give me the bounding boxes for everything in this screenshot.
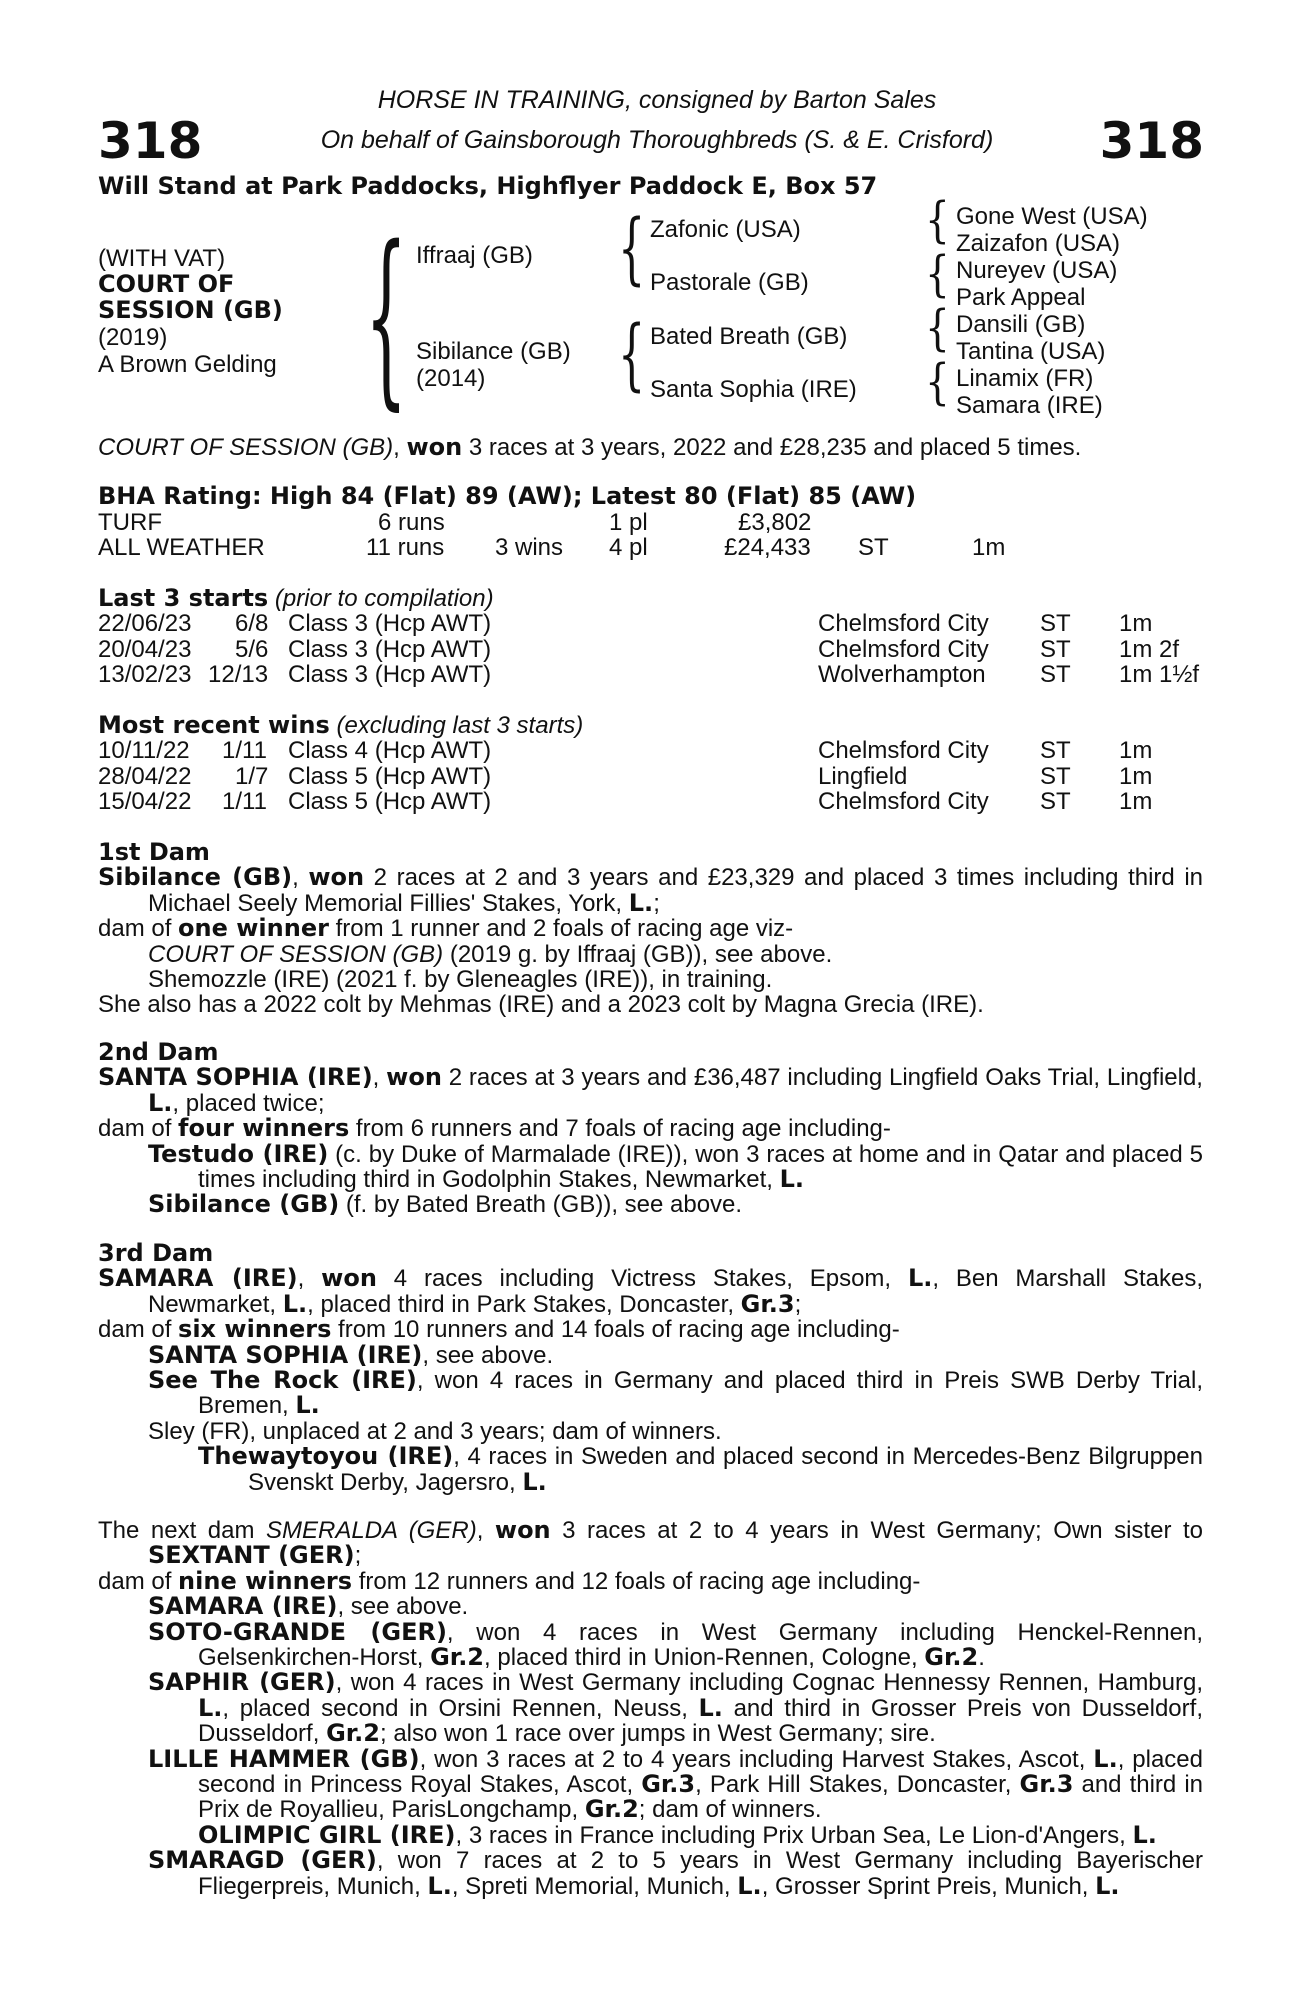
recent-wins-heading: Most recent wins bbox=[98, 711, 330, 739]
stand-location: Will Stand at Park Paddocks, Highflyer Paddock E, Box 57 bbox=[98, 172, 878, 200]
second-dam-record: SANTA SOPHIA (IRE), won 2 races at 3 years and £36,487 including Lingfield Oaks Trial, Lingfield, L., placed twice; bbox=[98, 1063, 1203, 1117]
pedigree-brace-dam: { bbox=[618, 310, 646, 400]
produce-item: Shemozzle (IRE) (2021 f. by Gleneagles (IRE)), in training. bbox=[148, 966, 773, 994]
next-dam-section bbox=[98, 1518, 1203, 1899]
pedigree-ggs-3: Nureyev (USA) bbox=[956, 257, 1118, 284]
produce-item: SANTA SOPHIA (IRE), see above. bbox=[148, 1340, 554, 1369]
pedigree-dam-year: (2014) bbox=[416, 365, 486, 392]
pedigree-granddam-2: Santa Sophia (IRE) bbox=[650, 376, 857, 403]
produce-item: Testudo (IRE) (c. by Duke of Marmalade (IRE)), won 3 races at home and in Qatar and placed 5 times including third in Godolphin Stakes, Newmarket, L. bbox=[148, 1139, 1204, 1194]
produce-item: LILLE HAMMER (GB), won 3 races at 2 to 4 years including Harvest Stakes, Ascot, L., placed second in Princess Royal Stakes, Ascot, Gr.3, Park Hill Stakes, Doncaster, Gr.3 and third in Prix de Royallieu, ParisLongchamp, Gr.2; dam of winners. bbox=[148, 1744, 1204, 1824]
first-dam-foals-note: She also has a 2022 colt by Mehmas (IRE) and a 2023 colt by Magna Grecia (IRE). bbox=[98, 991, 984, 1019]
first-dam-section bbox=[98, 840, 1203, 1018]
pedigree-brace-main: { bbox=[365, 206, 408, 427]
pedigree-grandsire-1: Zafonic (USA) bbox=[650, 216, 801, 243]
produce-item: SOTO-GRANDE (GER), won 4 races in West Germany including Henckel-Rennen, Gelsenkirchen-Horst, Gr.2, placed third in Union-Rennen, Cologne, Gr.2. bbox=[148, 1617, 1203, 1672]
produce-item: Sley (FR), unplaced at 2 and 3 years; dam of winners. bbox=[148, 1417, 722, 1445]
pedigree-ggs-8: Samara (IRE) bbox=[956, 392, 1103, 419]
produce-item: COURT OF SESSION (GB) (2019 g. by Iffraaj (GB)), see above. bbox=[148, 940, 833, 968]
vendor-line: On behalf of Gainsborough Thoroughbreds (S. & E. Crisford) bbox=[320, 126, 994, 154]
start-row: 13/02/23 12/13 Class 3 (Hcp AWT) Wolverhampton ST 1m 1½f bbox=[98, 661, 1200, 689]
second-dam-heading: 2nd Dam bbox=[98, 1038, 219, 1066]
next-dam-record: The next dam SMERALDA (GER), won 3 races at 2 to 4 years in West Germany; Own sister to SEXTANT (GER); bbox=[98, 1516, 1203, 1570]
next-dam-produce: dam of nine winners from 12 runners and 12 foals of racing age including- bbox=[98, 1566, 921, 1595]
pedigree-brace-gg1: { bbox=[925, 192, 950, 249]
horse-name-line1: COURT OF bbox=[98, 270, 235, 298]
win-row: 28/04/22 1/7 Class 5 (Hcp AWT) Lingfield ST 1m bbox=[98, 762, 1153, 790]
win-row: 15/04/22 1/11 Class 5 (Hcp AWT) Chelmsford City ST 1m bbox=[98, 788, 1153, 816]
win-row: 10/11/22 1/11 Class 4 (Hcp AWT) Chelmsford City ST 1m bbox=[98, 737, 1153, 765]
produce-item: SAPHIR (GER), won 4 races in West Germany including Cognac Hennessy Rennen, Hamburg, L., placed second in Orsini Rennen, Neuss, L. and third in Grosser Preis von Dusseldorf, Dusseldorf, Gr.2; also won 1 race over jumps in West Germany; sire. bbox=[148, 1668, 1204, 1748]
produce-item: Thewaytoyou (IRE), 4 races in Sweden and placed second in Mercedes-Benz Bilgruppen Svenskt Derby, Jagersro, L. bbox=[198, 1442, 1203, 1496]
pedigree-ggs-2: Zaizafon (USA) bbox=[956, 230, 1121, 257]
bha-rating-heading: BHA Rating: High 84 (Flat) 89 (AW); Latest 80 (Flat) 85 (AW) bbox=[98, 482, 917, 510]
pedigree-ggs-7: Linamix (FR) bbox=[956, 365, 1094, 392]
first-dam-heading: 1st Dam bbox=[98, 838, 210, 866]
pedigree-brace-gg2: { bbox=[925, 246, 950, 303]
pedigree-dam: Sibilance (GB) bbox=[416, 338, 571, 365]
last3-heading: Last 3 starts bbox=[98, 584, 269, 612]
pedigree-brace-sire: { bbox=[618, 204, 646, 294]
summary-horse-name: COURT OF SESSION (GB) bbox=[98, 434, 394, 461]
pedigree-ggs-5: Dansili (GB) bbox=[956, 311, 1086, 338]
summary-won: won bbox=[406, 433, 463, 461]
produce-item: OLIMPIC GIRL (IRE), 3 races in France including Prix Urban Sea, Le Lion-d'Angers, L. bbox=[198, 1820, 1157, 1849]
pedigree-brace-gg4: { bbox=[925, 354, 950, 411]
third-dam-produce: dam of six winners from 10 runners and 14 foals of racing age including- bbox=[98, 1315, 900, 1344]
horse-description: A Brown Gelding bbox=[98, 351, 277, 378]
third-dam-record: SAMARA (IRE), won 4 races including Victress Stakes, Epsom, L., Ben Marshall Stakes, Newmarket, L., placed third in Park Stakes, Doncaster, Gr.3; bbox=[98, 1264, 1204, 1318]
vat-note: (WITH VAT) bbox=[98, 245, 226, 272]
second-dam-produce: dam of four winners from 6 runners and 7 foals of racing age including- bbox=[98, 1114, 891, 1143]
start-row: 22/06/23 6/8 Class 3 (Hcp AWT) Chelmsford City ST 1m bbox=[98, 610, 1153, 638]
last-3-starts: Last 3 starts (prior to compilation) 22/06/23 6/8 Class 3 (Hcp AWT) Chelmsford City ST 1m 20/04/23 5/6 Class 3 (Hcp AWT) Chelmsford City ST 1m 2f 13/02/23 12/13 Class 3 (Hcp AWT) Wolverhampton ST 1m 1½f bbox=[98, 586, 1203, 688]
first-dam-record: Sibilance (GB), won 2 races at 2 and 3 years and £23,329 and placed 3 times including third in Michael Seely Memorial Fillies' Stakes, York, L.; bbox=[98, 863, 1203, 917]
pedigree-ggs-6: Tantina (USA) bbox=[956, 338, 1106, 365]
start-row: 20/04/23 5/6 Class 3 (Hcp AWT) Chelmsford City ST 1m 2f bbox=[98, 635, 1180, 663]
third-dam-heading: 3rd Dam bbox=[98, 1239, 214, 1267]
produce-item: SMARAGD (GER), won 7 races at 2 to 5 years in West Germany including Bayerischer Fliegerpreis, Munich, L., Spreti Memorial, Munich, L., Grosser Sprint Preis, Munich, L. bbox=[148, 1846, 1203, 1900]
pedigree-granddam-1: Pastorale (GB) bbox=[650, 269, 809, 296]
race-record-row: ALL WEATHER 11 runs 3 wins 4 pl £24,433 ST 1m bbox=[98, 534, 1006, 562]
horse-name-line2: SESSION (GB) bbox=[98, 296, 283, 324]
pedigree-ggs-4: Park Appeal bbox=[956, 284, 1086, 311]
pedigree-brace-gg3: { bbox=[925, 300, 950, 357]
third-dam-section bbox=[98, 1241, 1203, 1495]
lot-number-left: 318 bbox=[98, 112, 203, 170]
consignor-line: HORSE IN TRAINING, consigned by Barton Sales bbox=[377, 86, 937, 114]
produce-item: SAMARA (IRE), see above. bbox=[148, 1592, 469, 1621]
pedigree-sire: Iffraaj (GB) bbox=[416, 242, 533, 269]
first-dam-produce: dam of one winner from 1 runner and 2 foals of racing age viz- bbox=[98, 914, 794, 943]
race-summary: COURT OF SESSION (GB), won 3 races at 3 years, 2022 and £28,235 and placed 5 times. bbox=[98, 433, 1082, 461]
produce-item: Sibilance (GB) (f. by Bated Breath (GB)), see above. bbox=[148, 1190, 743, 1219]
most-recent-wins: Most recent wins (excluding last 3 starts) 10/11/22 1/11 Class 4 (Hcp AWT) Chelmsford City ST 1m 28/04/22 1/7 Class 5 (Hcp AWT) Lingfield ST 1m 15/04/22 1/11 Class 5 (Hcp AWT) Chelmsford City ST 1m bbox=[98, 713, 1203, 815]
pedigree-ggs-1: Gone West (USA) bbox=[956, 203, 1148, 230]
horse-year: (2019) bbox=[98, 324, 168, 351]
second-dam-section bbox=[98, 1040, 1203, 1218]
pedigree-grandsire-2: Bated Breath (GB) bbox=[650, 323, 848, 350]
lot-number-right: 318 bbox=[1099, 112, 1204, 170]
race-record-row: TURF 6 runs 1 pl £3,802 bbox=[98, 509, 812, 536]
race-record-table bbox=[98, 510, 1203, 561]
produce-item: See The Rock (IRE), won 4 races in Germany and placed third in Preis SWB Derby Trial, Bremen, L. bbox=[148, 1366, 1204, 1420]
